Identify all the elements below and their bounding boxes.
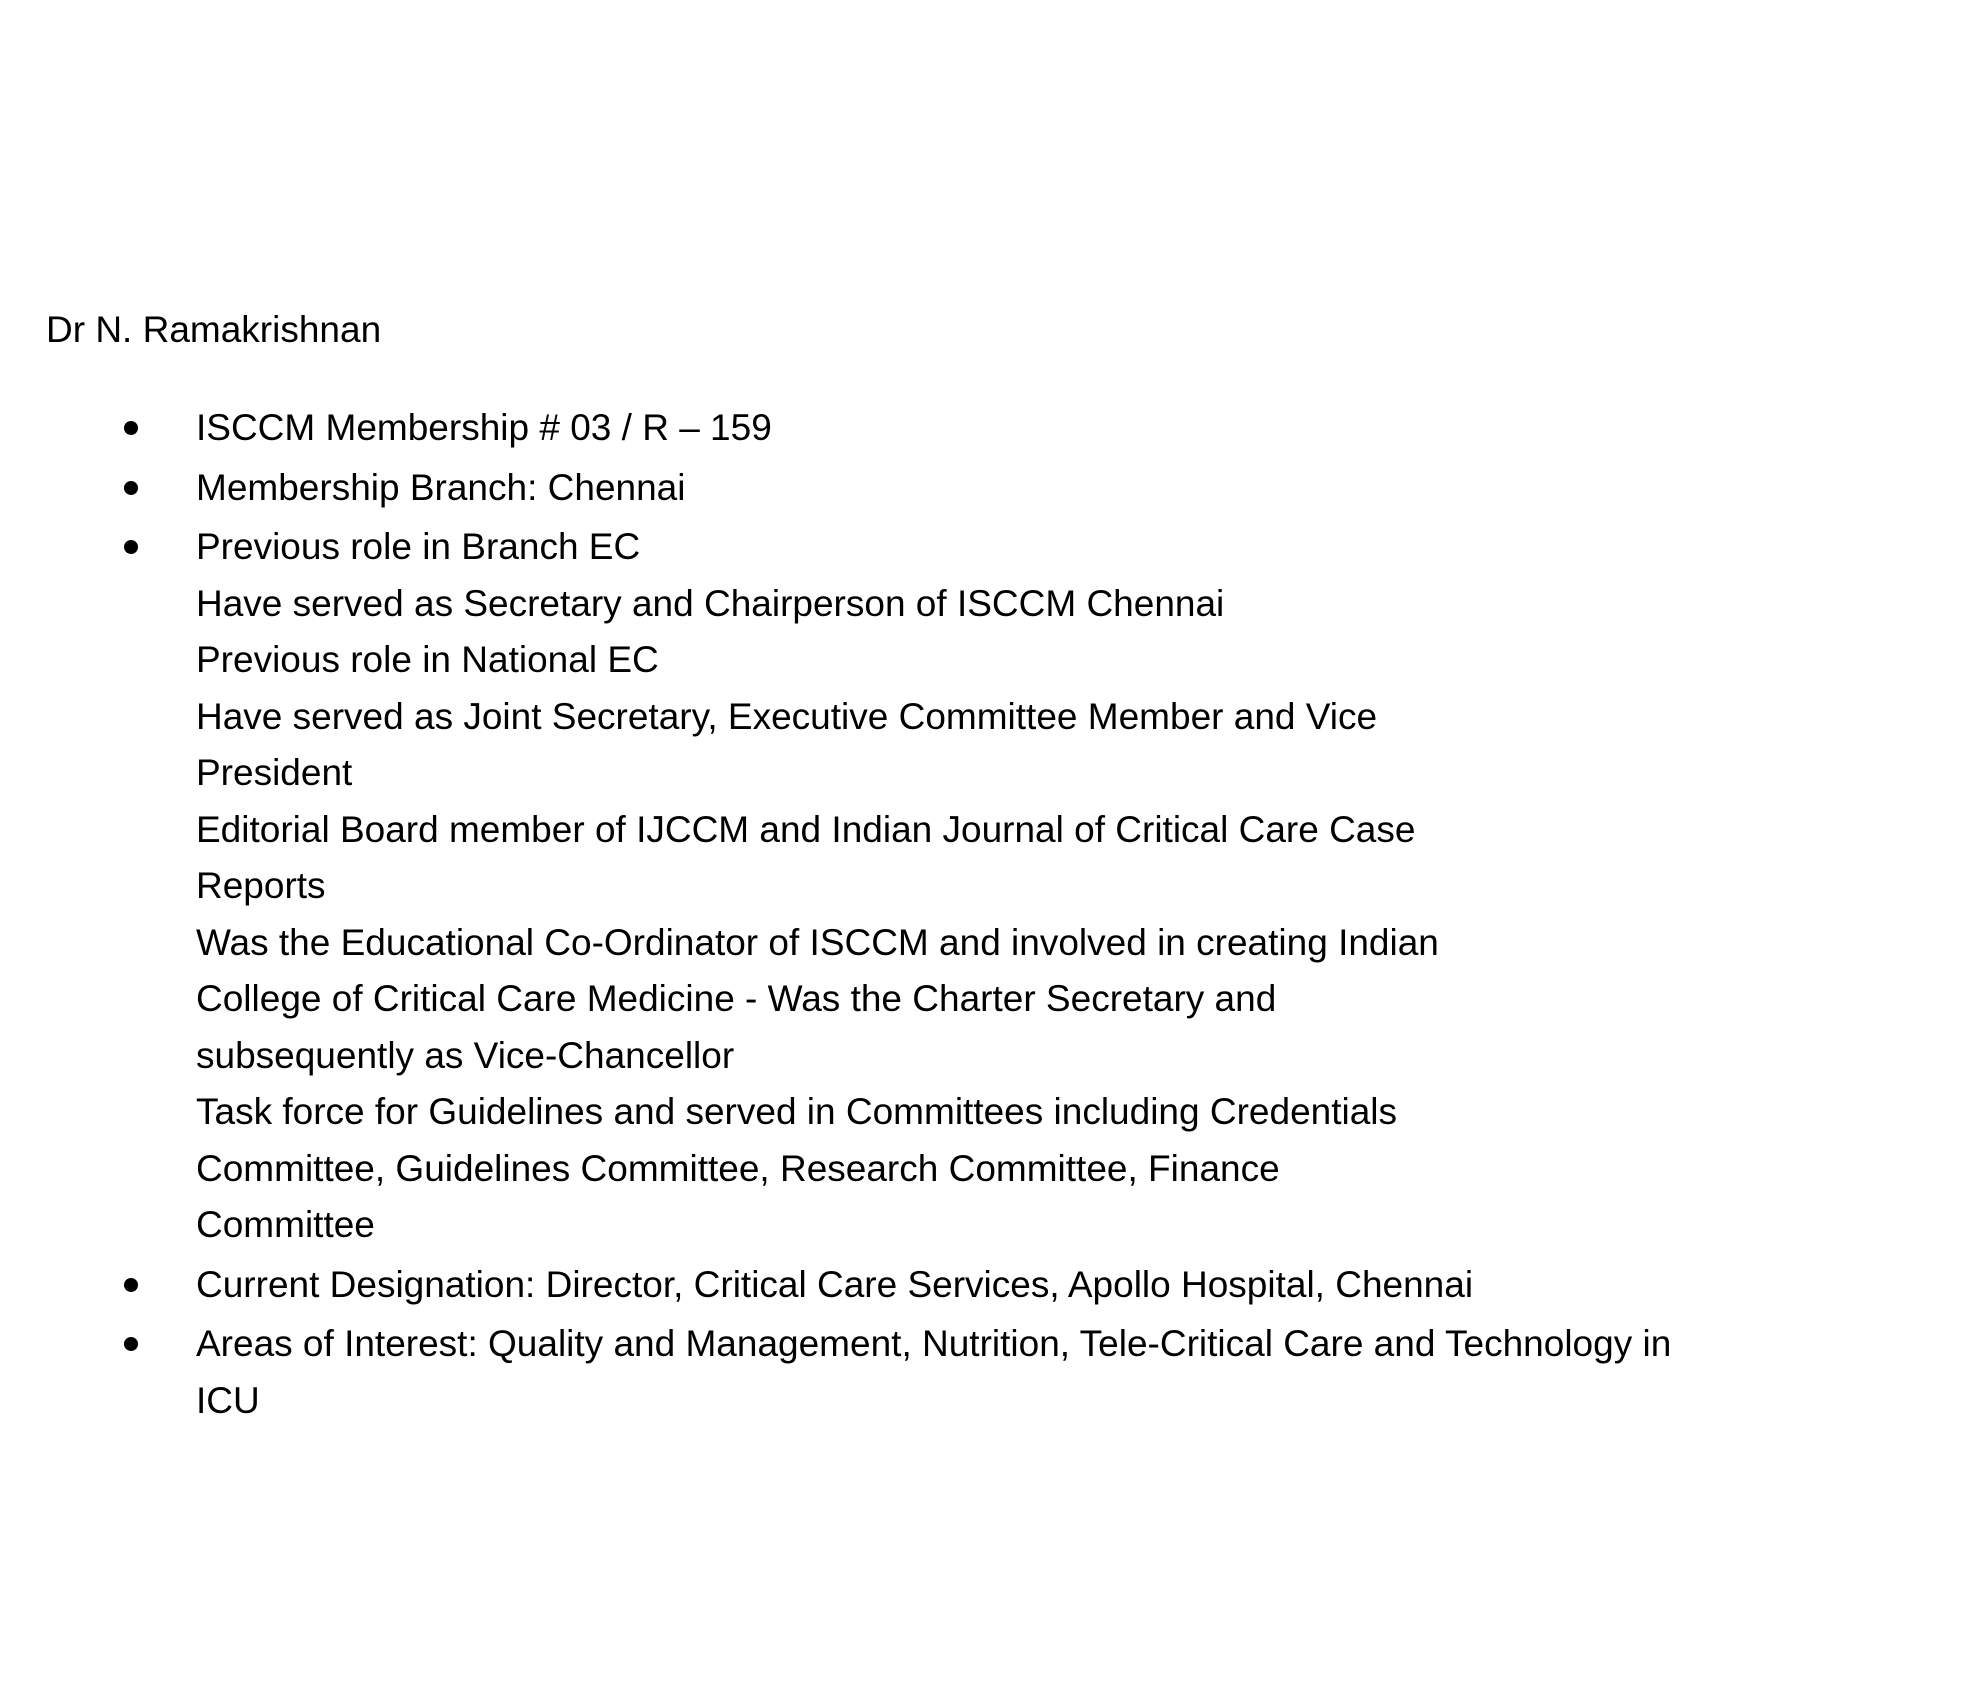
list-item-line: Areas of Interest: Quality and Management, Nutrition, Tele-Critical Care and Technology in — [196, 1323, 1672, 1364]
bullet-icon — [124, 1278, 138, 1292]
list-item-line: Committee, Guidelines Committee, Research Committee, Finance — [196, 1147, 1280, 1189]
list-item-line: ISCCM Membership # 03 / R – 159 — [196, 407, 772, 448]
person-name: Dr N. Ramakrishnan — [46, 309, 382, 350]
bullet-icon — [124, 1337, 138, 1351]
list-item — [0, 460, 1896, 517]
list-item-line: Membership Branch: Chennai — [196, 466, 686, 508]
list-item-line: Have served as Joint Secretary, Executive Committee Member and Vice — [196, 695, 1378, 737]
list-item-line: Task force for Guidelines and served in Committees including Credentials — [196, 1091, 1398, 1132]
list-item-line: Previous role in Branch EC — [196, 526, 641, 567]
list-item-line: Current Designation: Director, Critical Care Services, Apollo Hospital, Chennai — [196, 1263, 1474, 1305]
list-item-line: Committee — [196, 1204, 375, 1245]
list-item-line: subsequently as Vice-Chancellor — [196, 1034, 735, 1076]
list-item-line: Previous role in National EC — [196, 639, 659, 680]
bullet-icon — [124, 421, 138, 435]
list-item-line: ICU — [196, 1379, 260, 1421]
list-item-line: Have served as Secretary and Chairperson of ISCCM Chennai — [196, 582, 1225, 624]
list-item — [0, 1316, 1896, 1429]
list-item-line: Reports — [196, 865, 326, 906]
list-item — [0, 519, 1896, 1254]
bullet-list — [0, 400, 1980, 1432]
bullet-icon — [124, 481, 138, 495]
list-item-line: Editorial Board member of IJCCM and Indian Journal of Critical Care Case — [196, 808, 1416, 850]
list-item — [0, 400, 1896, 457]
list-item — [0, 1257, 1896, 1314]
list-item-line: College of Critical Care Medicine - Was the Charter Secretary and — [196, 978, 1277, 1019]
list-item-line: Was the Educational Co-Ordinator of ISCCM and involved in creating Indian — [196, 921, 1439, 963]
bullet-icon — [124, 540, 138, 554]
list-item-line: President — [196, 752, 353, 793]
